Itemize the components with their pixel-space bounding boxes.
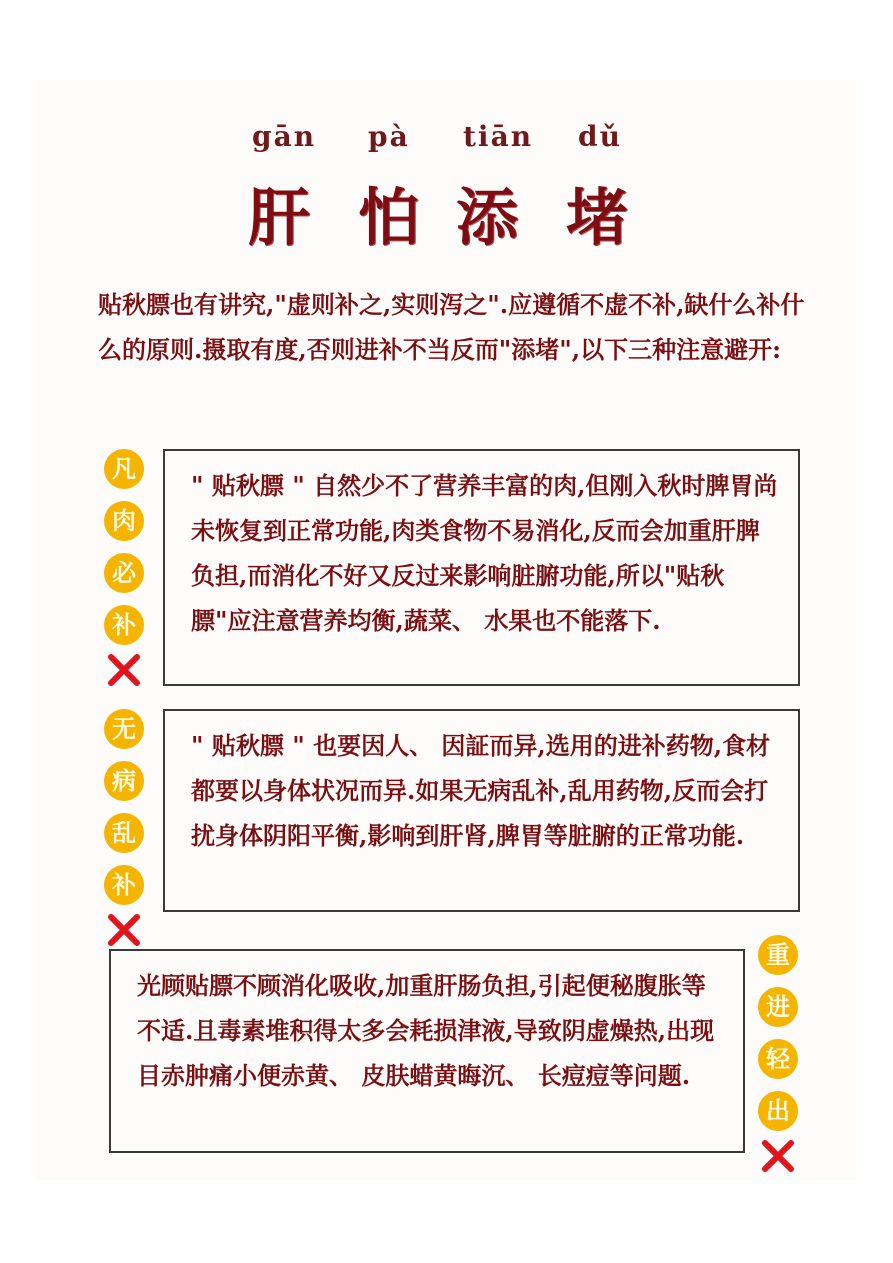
title-char: 肝: [248, 181, 311, 254]
red-x-icon: [760, 1138, 796, 1174]
page-title: [0, 168, 893, 254]
red-x-icon: [106, 652, 142, 688]
badge-char: 肉: [104, 501, 144, 541]
section-2-box: [163, 709, 800, 912]
title-char: 添: [456, 181, 519, 254]
pinyin-syllable: dǔ: [578, 120, 622, 153]
pinyin-syllable: gān: [252, 120, 317, 153]
badge-char: 病: [104, 761, 144, 801]
intro-paragraph: 贴秋膘也有讲究,"虚则补之,实则泻之".应遵循不虚不补,缺什么补什么的原则.摄取有度,否则进补不当反而"添堵",以下三种注意避开:: [98, 290, 805, 364]
section-3-text: 光顾贴膘不顾消化吸收,加重肝肠负担,引起便秘腹胀等不适.且毒素堆积得太多会耗损津液,导致阴虚燥热,出现目赤肿痛小便赤黄、 皮肤蜡黄晦沉、 长痘痘等问题.: [137, 971, 715, 1090]
title-char: 堵: [566, 181, 629, 254]
section-1-box: [163, 449, 800, 686]
badge-char: 重: [758, 935, 798, 975]
section-1-text: " 贴秋膘 " 自然少不了营养丰富的肉,但刚入秋时脾胃尚未恢复到正常功能,肉类食物不易消化,反而会加重肝脾负担,而消化不好又反过来影响脏腑功能,所以"贴秋膘"应注意营养均衡,蔬菜、 水果也不能落下.: [191, 471, 778, 635]
title-pinyin: [0, 120, 893, 160]
badge-char: 出: [758, 1091, 798, 1131]
pinyin-syllable: tiān: [463, 120, 534, 153]
pinyin-syllable: pà: [368, 120, 410, 153]
section-2-text: " 贴秋膘 " 也要因人、 因証而异,选用的进补药物,食材都要以身体状况而异.如果无病乱补,乱用药物,反而会打扰身体阴阳平衡,影响到肝肾,脾胃等脏腑的正常功能.: [191, 731, 771, 850]
section-3-box: [109, 949, 745, 1153]
title-char: 怕: [358, 181, 421, 254]
badge-char: 乱: [104, 813, 144, 853]
badge-char: 必: [104, 553, 144, 593]
badge-char: 无: [104, 709, 144, 749]
red-x-icon: [106, 912, 142, 948]
badge-char: 轻: [758, 1039, 798, 1079]
badge-char: 补: [104, 865, 144, 905]
badge-char: 补: [104, 605, 144, 645]
badge-char: 进: [758, 987, 798, 1027]
badge-char: 凡: [104, 449, 144, 489]
